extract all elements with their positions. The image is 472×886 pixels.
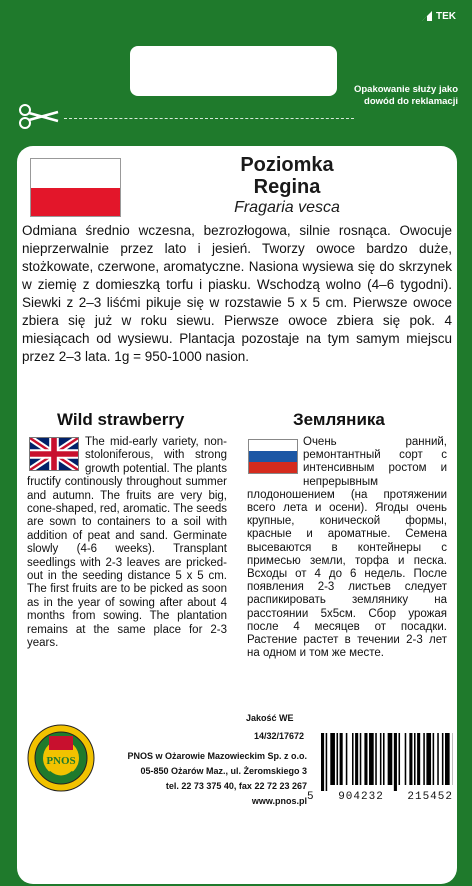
russian-heading: Земляника (293, 410, 385, 429)
company-address: 05-850 Ożarów Maz., ul. Żeromskiego 3 (140, 766, 307, 776)
barcode-bars (307, 733, 453, 791)
barcode-bar (369, 733, 374, 785)
polish-description: Odmiana średnio wczesna, bezrozłogowa, silnie rosnąca. Owocuje nieprzerwalnie przez lato i jesień. Tworzy owoce bardzo duże, stożkowate, czerwone, aromatyczne. Nasiona wysiewa się do skrzynek w ziemię z domieszką torfu i piasku. Wschodzą wolno (4–6 tygodni). Siewki z 2–3 liśćmi pikuje się w rozstawie 5 x 5 cm. Pierwsze owoce zbiera się już w roku siewu. Pierwsze owoce zbiera się pok. 4 miesiącach od wysiewu. Plantacja pozostaje na tym samym miejscu przez 2–3 lata. 1g = 950-1000 nasion. (22, 223, 452, 364)
barcode-bar (375, 733, 377, 785)
barcode-bar (383, 733, 385, 785)
english-heading: Wild strawberry (57, 410, 185, 429)
tek-label: TEK (436, 10, 456, 22)
barcode-bar (417, 733, 420, 785)
barcode-bar (330, 733, 335, 785)
company-info (99, 749, 307, 809)
barcode-bar (426, 733, 431, 785)
barcode-bar (414, 733, 416, 785)
quality-label: Jakość WE (246, 713, 294, 723)
barcode-bar (352, 733, 354, 785)
barcode-bar (364, 733, 367, 785)
barcode-bar (326, 733, 328, 791)
barcode-bar (388, 733, 393, 785)
barcode-digits: 5 904232 215452 (307, 791, 453, 803)
info-card (17, 146, 457, 884)
registration-code: 14/32/17672 (254, 731, 305, 741)
variety-name-line1: Poziomka (240, 154, 334, 176)
scissors-icon (18, 102, 62, 130)
barcode-bar (346, 733, 348, 785)
english-description: The mid-early variety, non-stoloniferous, with strong growth potential. The plants fructify continously throughout summer and autumn. The fruits are very big, cone-shaped, red, aromatic. The seeds are sown to containers to a soil with addition of peat and sand. Germinate slowly (4-6 weeks). Transplant seedlings with 2-3 leaves are pricked-out in the seeding distance 5 x 5 cm. The first fruits are to be picked as soon as in the year of sowing after about 4 months from sowing. The plantation remains at the same place for 2-3 years. (27, 436, 227, 650)
barcode-bar (394, 733, 397, 791)
tek-mark (421, 10, 456, 22)
company-name: PNOS w Ożarowie Mazowieckim Sp. z o.o. (127, 751, 307, 761)
receipt-note: Opakowanie służy jako dowód do reklamacji (353, 84, 458, 107)
poland-flag-icon (30, 158, 121, 217)
barcode-bar (433, 733, 435, 785)
company-phone: tel. 22 73 375 40, fax 22 72 23 267 (165, 781, 307, 791)
barcode-bar (340, 733, 343, 785)
barcode-bar (409, 733, 412, 785)
barcode-bar (380, 733, 382, 785)
barcode-bar (437, 733, 439, 785)
svg-text:PNOS: PNOS (46, 755, 76, 767)
cut-line (64, 118, 354, 119)
latin-name: Fragaria vesca (234, 199, 340, 216)
barcode-bar (445, 733, 450, 785)
tek-icon (421, 10, 433, 22)
barcode (307, 733, 453, 803)
barcode-bar (423, 733, 425, 785)
barcode-bar (360, 733, 362, 785)
barcode-bar (399, 733, 401, 785)
hang-tab-window (130, 46, 337, 96)
barcode-bar (321, 733, 324, 791)
barcode-bar (405, 733, 407, 785)
variety-title (197, 154, 377, 218)
company-website: www.pnos.pl (251, 796, 307, 806)
pnos-logo (27, 724, 95, 792)
russian-description: Очень ранний, ремонтантный сорт с интенсивным ростом и непрерывным плодоношением (на протяжении всего лета и осени). Ягоды очень крупные, конической формы, красные и ароматные. Семена высеваются в контейнеры с примесью земли, торфа и песка. Всходы от 4 до 6 недель. После появления 2-3 листьев следует распикировать землянику на расстоянии 5х5см. Сбор урожая после 4 месяцев от посадки. Растение растет в течении 2-3 лет на одном и том же месте. (247, 436, 447, 660)
barcode-bar (442, 733, 444, 785)
variety-name-line2: Regina (253, 176, 321, 198)
barcode-bar (337, 733, 339, 785)
barcode-bar (355, 733, 358, 785)
